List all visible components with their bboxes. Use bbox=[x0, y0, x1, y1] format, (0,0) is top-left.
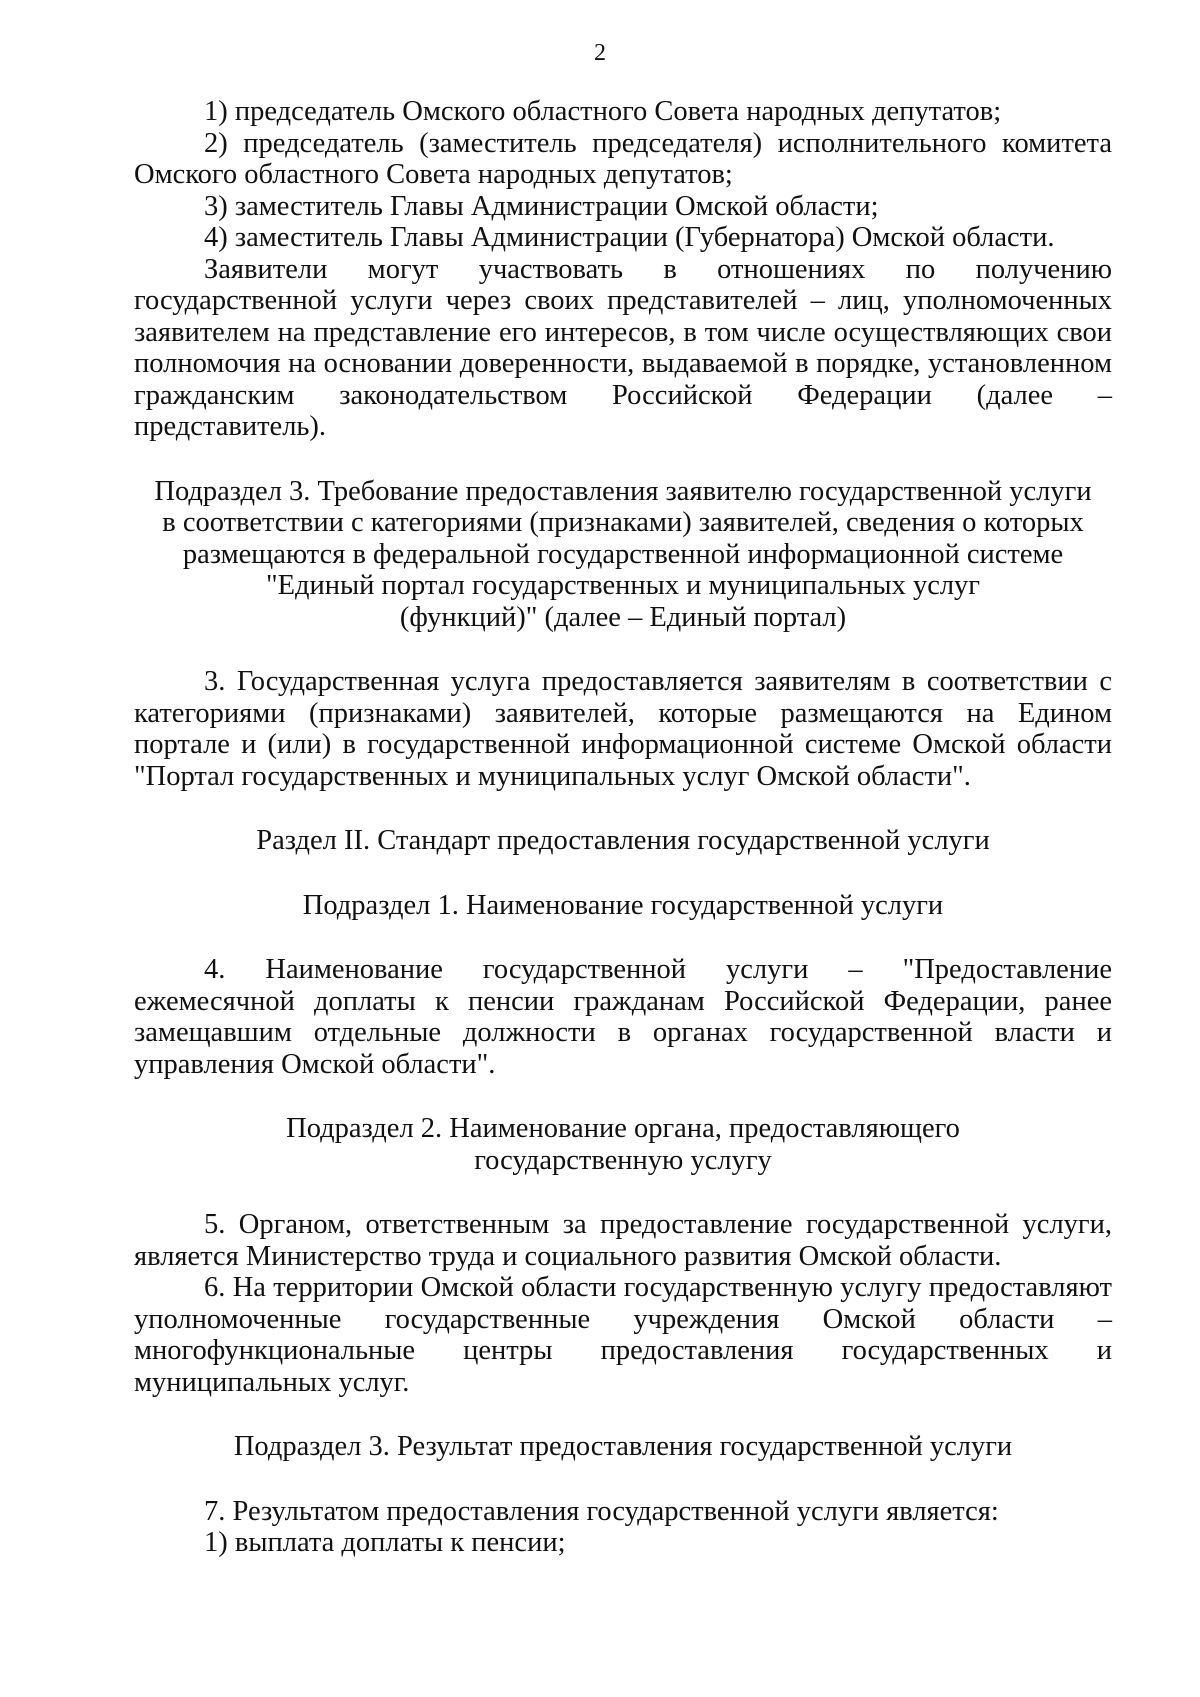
paragraph-6: 6. На территории Омской области государственную услугу предоставляют уполномоченные государственные учреждения Омской области – многофункциональные центры предоставления государственных и муниципальных услуг. bbox=[134, 1272, 1112, 1398]
paragraph-3: 3. Государственная услуга предоставляется заявителям в соответствии с категориями (признаками) заявителей, которые размещаются на Едином портале и (или) в государственной информационной системе Омской области "Портал государственных и муниципальных услуг Омской области". bbox=[134, 666, 1112, 792]
paragraph-7: 7. Результатом предоставления государственной услуги является: bbox=[204, 1495, 999, 1527]
paragraph-5: 5. Органом, ответственным за предоставление государственной услуги, является Министерство труда и социального развития Омской области. bbox=[134, 1209, 1112, 1272]
heading-line: Подраздел 2. Наименование органа, предоставляющего bbox=[286, 1113, 960, 1144]
list-item-2: 2) председатель (заместитель председателя) исполнительного комитета Омского областного Совета народных депутатов; bbox=[134, 127, 1112, 190]
subsection-2-heading bbox=[134, 1113, 1112, 1176]
list-item-3: 3) заместитель Главы Администрации Омской области; bbox=[204, 190, 879, 222]
list-item-4: 4) заместитель Главы Администрации (Губернатора) Омской области. bbox=[204, 222, 1055, 253]
heading-line: Подраздел 3. Требование предоставления заявителю государственной услуги bbox=[154, 475, 1092, 507]
heading-line: в соответствии с категориями (признаками) заявителей, сведения о которых bbox=[162, 507, 1084, 538]
section-2-heading: Раздел II. Стандарт предоставления государственной услуги bbox=[256, 825, 990, 856]
heading-line: (функций)" (далее – Единый портал) bbox=[399, 601, 847, 633]
subsection-1-heading: Подраздел 1. Наименование государственной услуги bbox=[302, 889, 944, 921]
page-number: 2 bbox=[594, 40, 606, 66]
heading-line: "Единый портал государственных и муниципальных услуг bbox=[265, 570, 981, 601]
paragraph-7-item-1: 1) выплата доплаты к пенсии; bbox=[204, 1527, 566, 1558]
document-body bbox=[134, 96, 1112, 1559]
paragraph-4: 4. Наименование государственной услуги – "Предоставление ежемесячной доплаты к пенсии гражданам Российской Федерации, ранее замещавшим отдельные должности в органах государственной власти и управления Омской области". bbox=[134, 954, 1112, 1080]
heading-line: государственную услугу bbox=[474, 1144, 772, 1176]
list-item-1: 1) председатель Омского областного Совета народных депутатов; bbox=[204, 96, 1002, 127]
subsection-3-result-heading: Подраздел 3. Результат предоставления государственной услуги bbox=[233, 1431, 1013, 1462]
subsection-3-heading bbox=[134, 476, 1112, 634]
heading-line: размещаются в федеральной государственной информационной системе bbox=[182, 538, 1064, 570]
representatives-paragraph: Заявители могут участвовать в отношениях по получению государственной услуги через своих представителей – лиц, уполномоченных заявителем на представление его интересов, в том числе осуществляющих свои полномочия на основании доверенности, выдаваемой в порядке, установленном гражданским законодательством Российской Федерации (далее – представитель). bbox=[134, 253, 1112, 442]
